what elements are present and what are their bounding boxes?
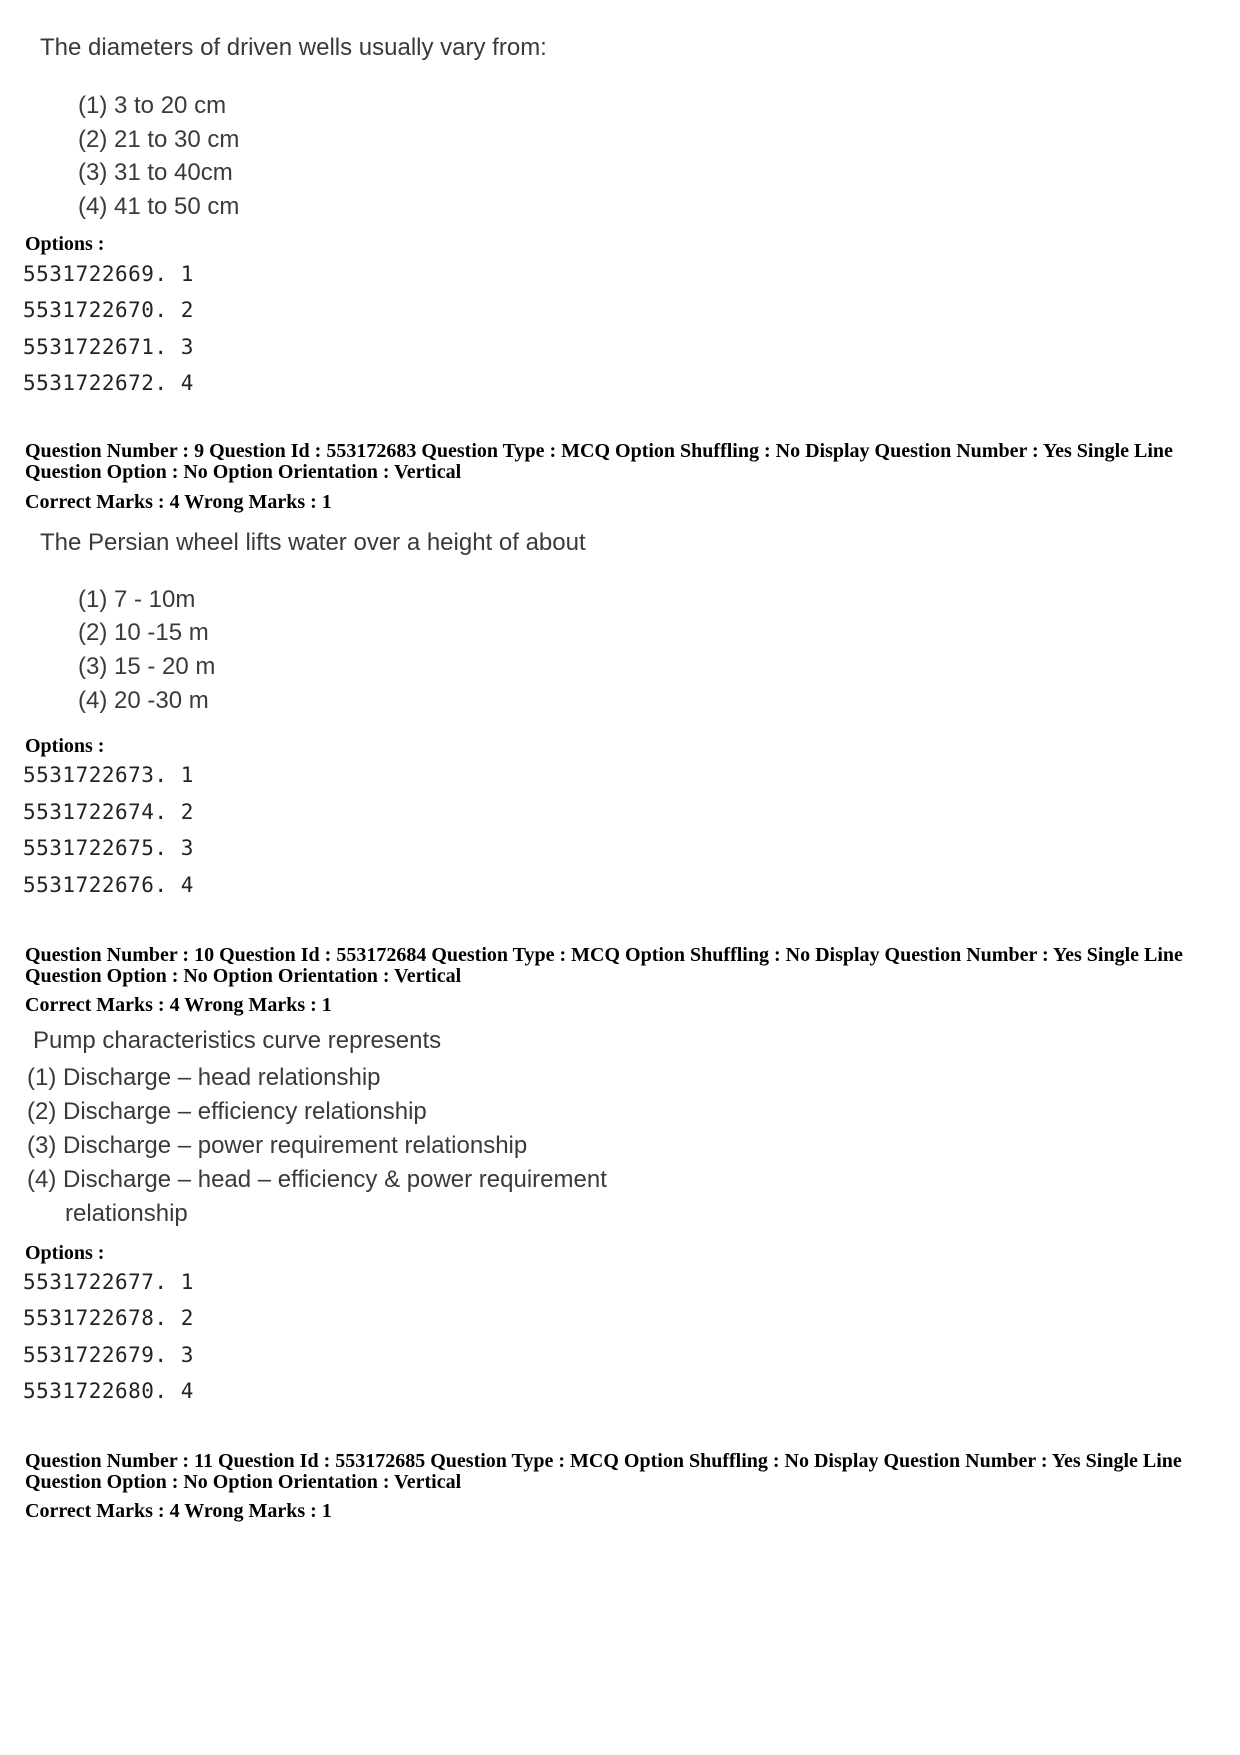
question-9-option-1: 5531722673. 1 [23,763,194,787]
question-8-stem: The diameters of driven wells usually vary from: [40,34,547,61]
question-10-option-4: 5531722680. 4 [23,1379,194,1403]
question-8-option-4: 5531722672. 4 [23,371,194,395]
question-9-option-2: 5531722674. 2 [23,800,194,824]
question-10-choice-3: (3) Discharge – power requirement relationship [27,1132,528,1159]
question-10-marks: Correct Marks : 4 Wrong Marks : 1 [25,994,332,1016]
question-10-option-3: 5531722679. 3 [23,1343,194,1367]
question-9-header: Question Number : 9 Question Id : 553172683 Question Type : MCQ Option Shuffling : No Display Question Number : Yes Single Line Question Option : No Option Orientation : Vertical [25,440,1173,483]
question-9-choice-1: (1) 7 - 10m [78,586,196,613]
question-11-marks: Correct Marks : 4 Wrong Marks : 1 [25,1500,332,1522]
question-9-option-3: 5531722675. 3 [23,836,194,860]
question-8-option-3: 5531722671. 3 [23,335,194,359]
question-8-choice-2: (2) 21 to 30 cm [78,126,240,153]
question-8-choice-1: (1) 3 to 20 cm [78,92,227,119]
question-10-stem: Pump characteristics curve represents [33,1027,442,1054]
question-9-stem: The Persian wheel lifts water over a height of about [40,529,586,556]
question-10-choice-1: (1) Discharge – head relationship [27,1064,381,1091]
question-8-choice-4: (4) 41 to 50 cm [78,193,240,220]
question-10-choice-4: (4) Discharge – head – efficiency & power requirement [27,1166,607,1193]
question-8-choice-3: (3) 31 to 40cm [78,159,233,186]
question-9-marks: Correct Marks : 4 Wrong Marks : 1 [25,491,332,513]
question-9-choice-4: (4) 20 -30 m [78,687,209,714]
question-10-choice-4-continued: relationship [65,1200,188,1227]
question-10-option-2: 5531722678. 2 [23,1306,194,1330]
question-8-options-label: Options : [25,233,105,255]
question-9-choice-2: (2) 10 -15 m [78,619,209,646]
question-10-choice-2: (2) Discharge – efficiency relationship [27,1098,427,1125]
question-9-choice-3: (3) 15 - 20 m [78,653,216,680]
question-10-option-1: 5531722677. 1 [23,1270,194,1294]
question-10-options-label: Options : [25,1242,105,1264]
question-8-option-1: 5531722669. 1 [23,262,194,286]
question-11-header: Question Number : 11 Question Id : 553172685 Question Type : MCQ Option Shuffling : No Display Question Number : Yes Single Line Question Option : No Option Orientation : Vertical [25,1450,1182,1493]
question-8-option-2: 5531722670. 2 [23,298,194,322]
question-9-options-label: Options : [25,735,105,757]
question-9-option-4: 5531722676. 4 [23,873,194,897]
question-10-header: Question Number : 10 Question Id : 553172684 Question Type : MCQ Option Shuffling : No Display Question Number : Yes Single Line Question Option : No Option Orientation : Vertical [25,944,1183,987]
